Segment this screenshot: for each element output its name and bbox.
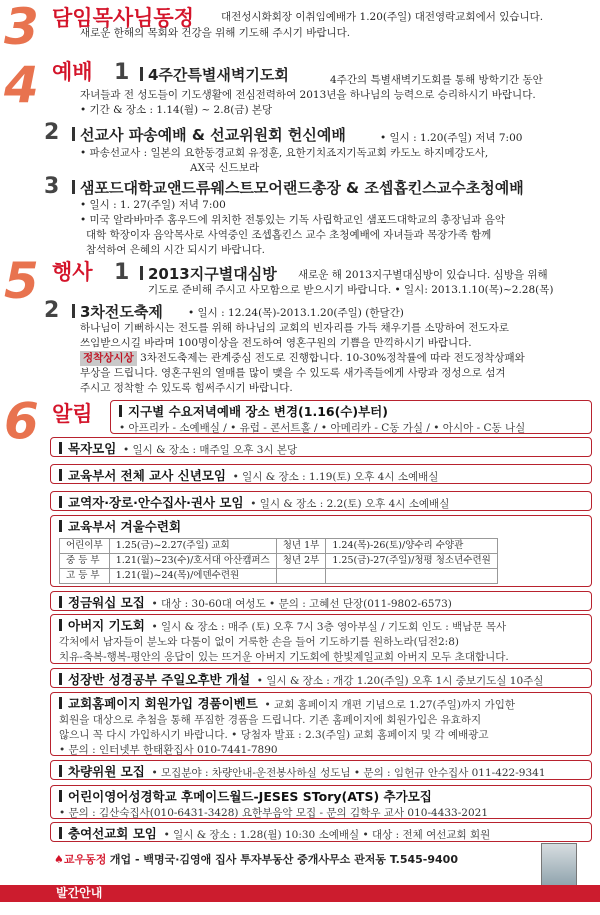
notice-box-3 [50,464,592,484]
notice-8-heading: 성장반 성경공부 주일오후반 개설 [59,672,250,687]
notice-box-1 [110,400,592,434]
footer-label: 발간안내 [56,886,103,900]
table-cell [276,568,326,583]
section-5-title: 행사 [52,260,93,284]
s4-i1-line-3: • 기간 & 장소 : 1.14(월) ~ 2.8(금) 본당 [80,104,273,116]
s4-item-2-number: 2 [44,120,60,145]
notice-5-heading: 교육부서 겨울수련회 [59,519,181,534]
bulletin-thumbnail [541,843,577,887]
notice-2-heading: 목자모임 [59,441,116,456]
notice-4-line: • 일시 & 장소 : 2.2(토) 오후 4시 소예배실 [250,498,450,510]
notice-1-line: • 아프리카 - 소예배실 / • 유럽 - 콘서트홀 / • 아메리카 - C동 가실 / • 아시아 - C동 나실 [119,421,526,434]
section-4-number: 4 [4,56,39,114]
notice-box-2 [50,437,592,457]
notice-7-line-1: • 일시 & 장소 : 매주 (토) 오후 7시 3층 영아부실 / 기도회 인도 : 백남문 목사 [151,621,507,633]
s5-i2-line-4: 부상을 드립니다. 영혼구원의 열매를 많이 맺을 수 있도록 새가족들에게 사랑과 정성으로 섬겨 [80,367,506,379]
table-row [60,568,498,583]
notice-9-line-1: 회원을 대상으로 추첨을 통해 푸짐한 경품을 드립니다. 기존 홈페이지에 회원가입은 유효하지 [59,713,482,726]
s5-i2-line-5: 주시고 정착할 수 있도록 힘써주시기 바랍니다. [80,382,293,394]
s5-i2-when: • 일시 : 12.24(목)-2013.1.20(주일) (한달간) [188,307,404,319]
notice-box-12 [50,822,592,842]
notice-7-line-2: 각처에서 남자들이 분노와 다툼이 없이 거룩한 손을 들어 기도하기를 원하노라(딤전2:8) [59,635,459,648]
s3-line-2: 새로운 한해의 목회와 건강을 위해 기도해 주시기 바랍니다. [80,27,351,39]
table-cell: 어린이부 [60,538,110,553]
s5-i2-line-3: 정착상시상 3차전도축제는 관계중심 전도로 진행합니다. 10-30%정착률에 따라 전도정착상패와 [80,351,525,366]
footer-bar [0,885,600,902]
notice-6-heading: 정금워십 모집 [59,595,145,610]
s4-i3-line-4: 참석하여 은혜의 시간 되시기 바랍니다. [86,244,265,256]
notice-9-line-2: 않으니 꼭 다시 가입하시기 바랍니다. • 당첨자 발표 : 2.3(주일) 교회 홈페이지 및 각 예배광고 [59,728,489,741]
section-5-number: 5 [4,252,39,310]
notice-11-line: • 문의 : 김산숙집사(010-6431-3428) 요한부음악 모집 - 문의 김학우 교사 010-4433-2021 [59,806,489,819]
s4-i1-line-2: 자녀들과 전 성도들이 기도생활에 전심전력하여 2013년을 하나님의 능력으로 승리하시기 바랍니다. [80,89,536,101]
s4-i2-line-2: • 파송선교사 : 일본의 요한동경교회 유정훈, 요한기치죠지기독교회 카도노 하지메강도사, [80,147,489,159]
table-cell: 1.25(금)~2.27(주일) 교회 [109,538,276,553]
notice-7-heading: 아버지 기도회 [59,618,145,633]
table-cell: 고 등 부 [60,568,110,583]
s5-i2-line-2: 쓰임받으시길 바라며 100명이상을 전도하여 영혼구원의 기쁨을 만끽하시기 바랍니다. [80,337,472,349]
s5-i1-line-1: 새로운 해 2013지구별대심방이 있습니다. 심방을 위해 [298,269,548,281]
s4-i3-line-1: • 일시 : 1. 27(주일) 저녁 7:00 [80,199,226,211]
s3-line-1: 대전성시화회장 이취임예배가 1.20(주일) 대전영락교회에서 있습니다. [221,11,544,23]
table-cell: 1.21(월)~24(목)/에덴수련원 [109,568,276,583]
member-news-label: ♠교우동정 [54,853,107,866]
s4-i1-line-1: 4주간의 특별새벽기도회를 통해 방학기간 동안 [330,74,543,86]
notice-2-line: • 일시 & 장소 : 매주일 오후 3시 본당 [123,444,298,456]
notice-9-line-0: • 교회 홈페이지 개편 기념으로 1.27(주일)까지 가입한 [264,699,516,711]
notice-10-heading: 차량위원 모집 [59,764,145,779]
notice-box-6 [50,591,592,611]
s4-item-3-heading: 샘포드대학교앤드류웨스트모어랜드총장 & 조셉홉킨스교수초청예배 [72,180,524,197]
notice-9-heading: 교회홈페이지 회원가입 경품이벤트 [59,696,258,711]
s5-i2-line-1: 하나님이 기뻐하시는 전도를 위해 하나님의 교회의 빈자리를 가득 채우기를 소망하여 전도자로 [80,322,509,334]
s5-item-1-number: 1 [114,260,130,285]
notice-7-line-3: 치유-축복-행복-평안의 응답이 있는 뜨거운 아버지 기도회에 한빛제일교회 아버지 모두 초대합니다. [59,650,509,663]
notice-3-line: • 일시 & 장소 : 1.19(토) 오후 4시 소예배실 [232,471,439,483]
notice-box-5 [50,515,592,587]
notice-3-heading: 교육부서 전체 교사 신년모임 [59,468,226,483]
table-row [60,538,498,553]
notice-10-line: • 모집분야 : 차량안내-운전봉사하실 성도님 • 문의 : 임헌규 안수집사 011-422-9341 [151,767,546,779]
s4-i2-when: • 일시 : 1.20(주일) 저녁 7:00 [380,132,523,144]
notice-1-heading: 지구별 수요저녁예배 장소 변경(1.16(수)부터) [119,404,388,419]
s4-item-1-number: 1 [114,60,130,85]
table-cell: 1.25(금)-27(주일)/청평 청소년수련원 [326,553,497,568]
table-cell: 청년 2부 [276,553,326,568]
s4-i3-line-3: 대학 학장이자 음악목사로 사역중인 조셉홉킨스 교수 초청예배에 자녀들과 목장가족 함께 [86,229,492,241]
settle-award-badge: 정착상시상 [80,351,137,366]
section-6-title: 알림 [52,402,93,426]
table-row [60,553,498,568]
notice-6-line: • 대상 : 30-60대 여성도 • 문의 : 고혜선 단장(011-9802-6573) [151,598,452,610]
retreat-table [59,538,498,584]
s4-item-1-heading: 4주간특별새벽기도회 [140,67,289,84]
section-6-number: 6 [4,392,39,450]
notice-box-10 [50,760,592,780]
notice-12-line: • 일시 & 장소 : 1.28(월) 10:30 소예배실 • 대상 : 전체 여선교회 회원 [163,829,491,841]
s5-item-2-heading: 3차전도축제 [72,304,163,321]
notice-box-4 [50,491,592,511]
section-3-title: 담임목사님동정 [52,6,195,30]
s5-item-1-heading: 2013지구별대심방 [140,266,277,283]
notice-box-8 [50,668,592,688]
member-news [54,852,458,868]
s4-i3-line-2: • 미국 알라바마주 홈우드에 위치한 전통있는 기독 사립학교인 샘포드대학교의 총장님과 음악 [80,214,506,226]
s5-i1-line-2: 기도로 준비해 주시고 사모함으로 받으시기 바랍니다. • 일시: 2013.1.10(목)~2.28(목) [148,284,554,296]
section-4-title: 예배 [52,60,93,84]
table-cell [326,568,497,583]
s4-item-3-number: 3 [44,174,60,199]
member-news-text: 개업 - 백명국·김영애 집사 투자부동산 중개사무소 관저동 T.545-9400 [109,853,458,866]
notice-box-11 [50,785,592,819]
table-cell: 1.24(목)-26(토)/양수리 수양관 [326,538,497,553]
notice-box-9 [50,692,592,756]
table-cell: 중 등 부 [60,553,110,568]
s4-item-2-heading: 선교사 파송예배 & 선교위원회 헌신예배 [72,127,346,144]
notice-9-line-3: • 문의 : 인터넷부 한태환집사 010-7441-7890 [59,743,278,756]
s5-item-2-number: 2 [44,298,60,323]
notice-12-heading: 충여선교회 모임 [59,826,157,841]
table-cell: 청년 1부 [276,538,326,553]
notice-11-heading: 어린이영어성경학교 후메이드월드-JESES STory(ATS) 추가모집 [59,789,432,804]
table-cell: 1.21(월)~23(수)/호서대 아산캠퍼스 [109,553,276,568]
notice-4-heading: 교역자·장로·안수집사·권사 모임 [59,495,244,510]
s4-i2-line-3: AX국 신드보라 [190,162,260,174]
notice-8-line: • 일시 & 장소 : 개강 1.20(주일) 오후 1시 중보기도실 10주실 [256,675,544,687]
notice-box-7 [50,614,592,664]
section-3-number: 3 [4,0,39,56]
